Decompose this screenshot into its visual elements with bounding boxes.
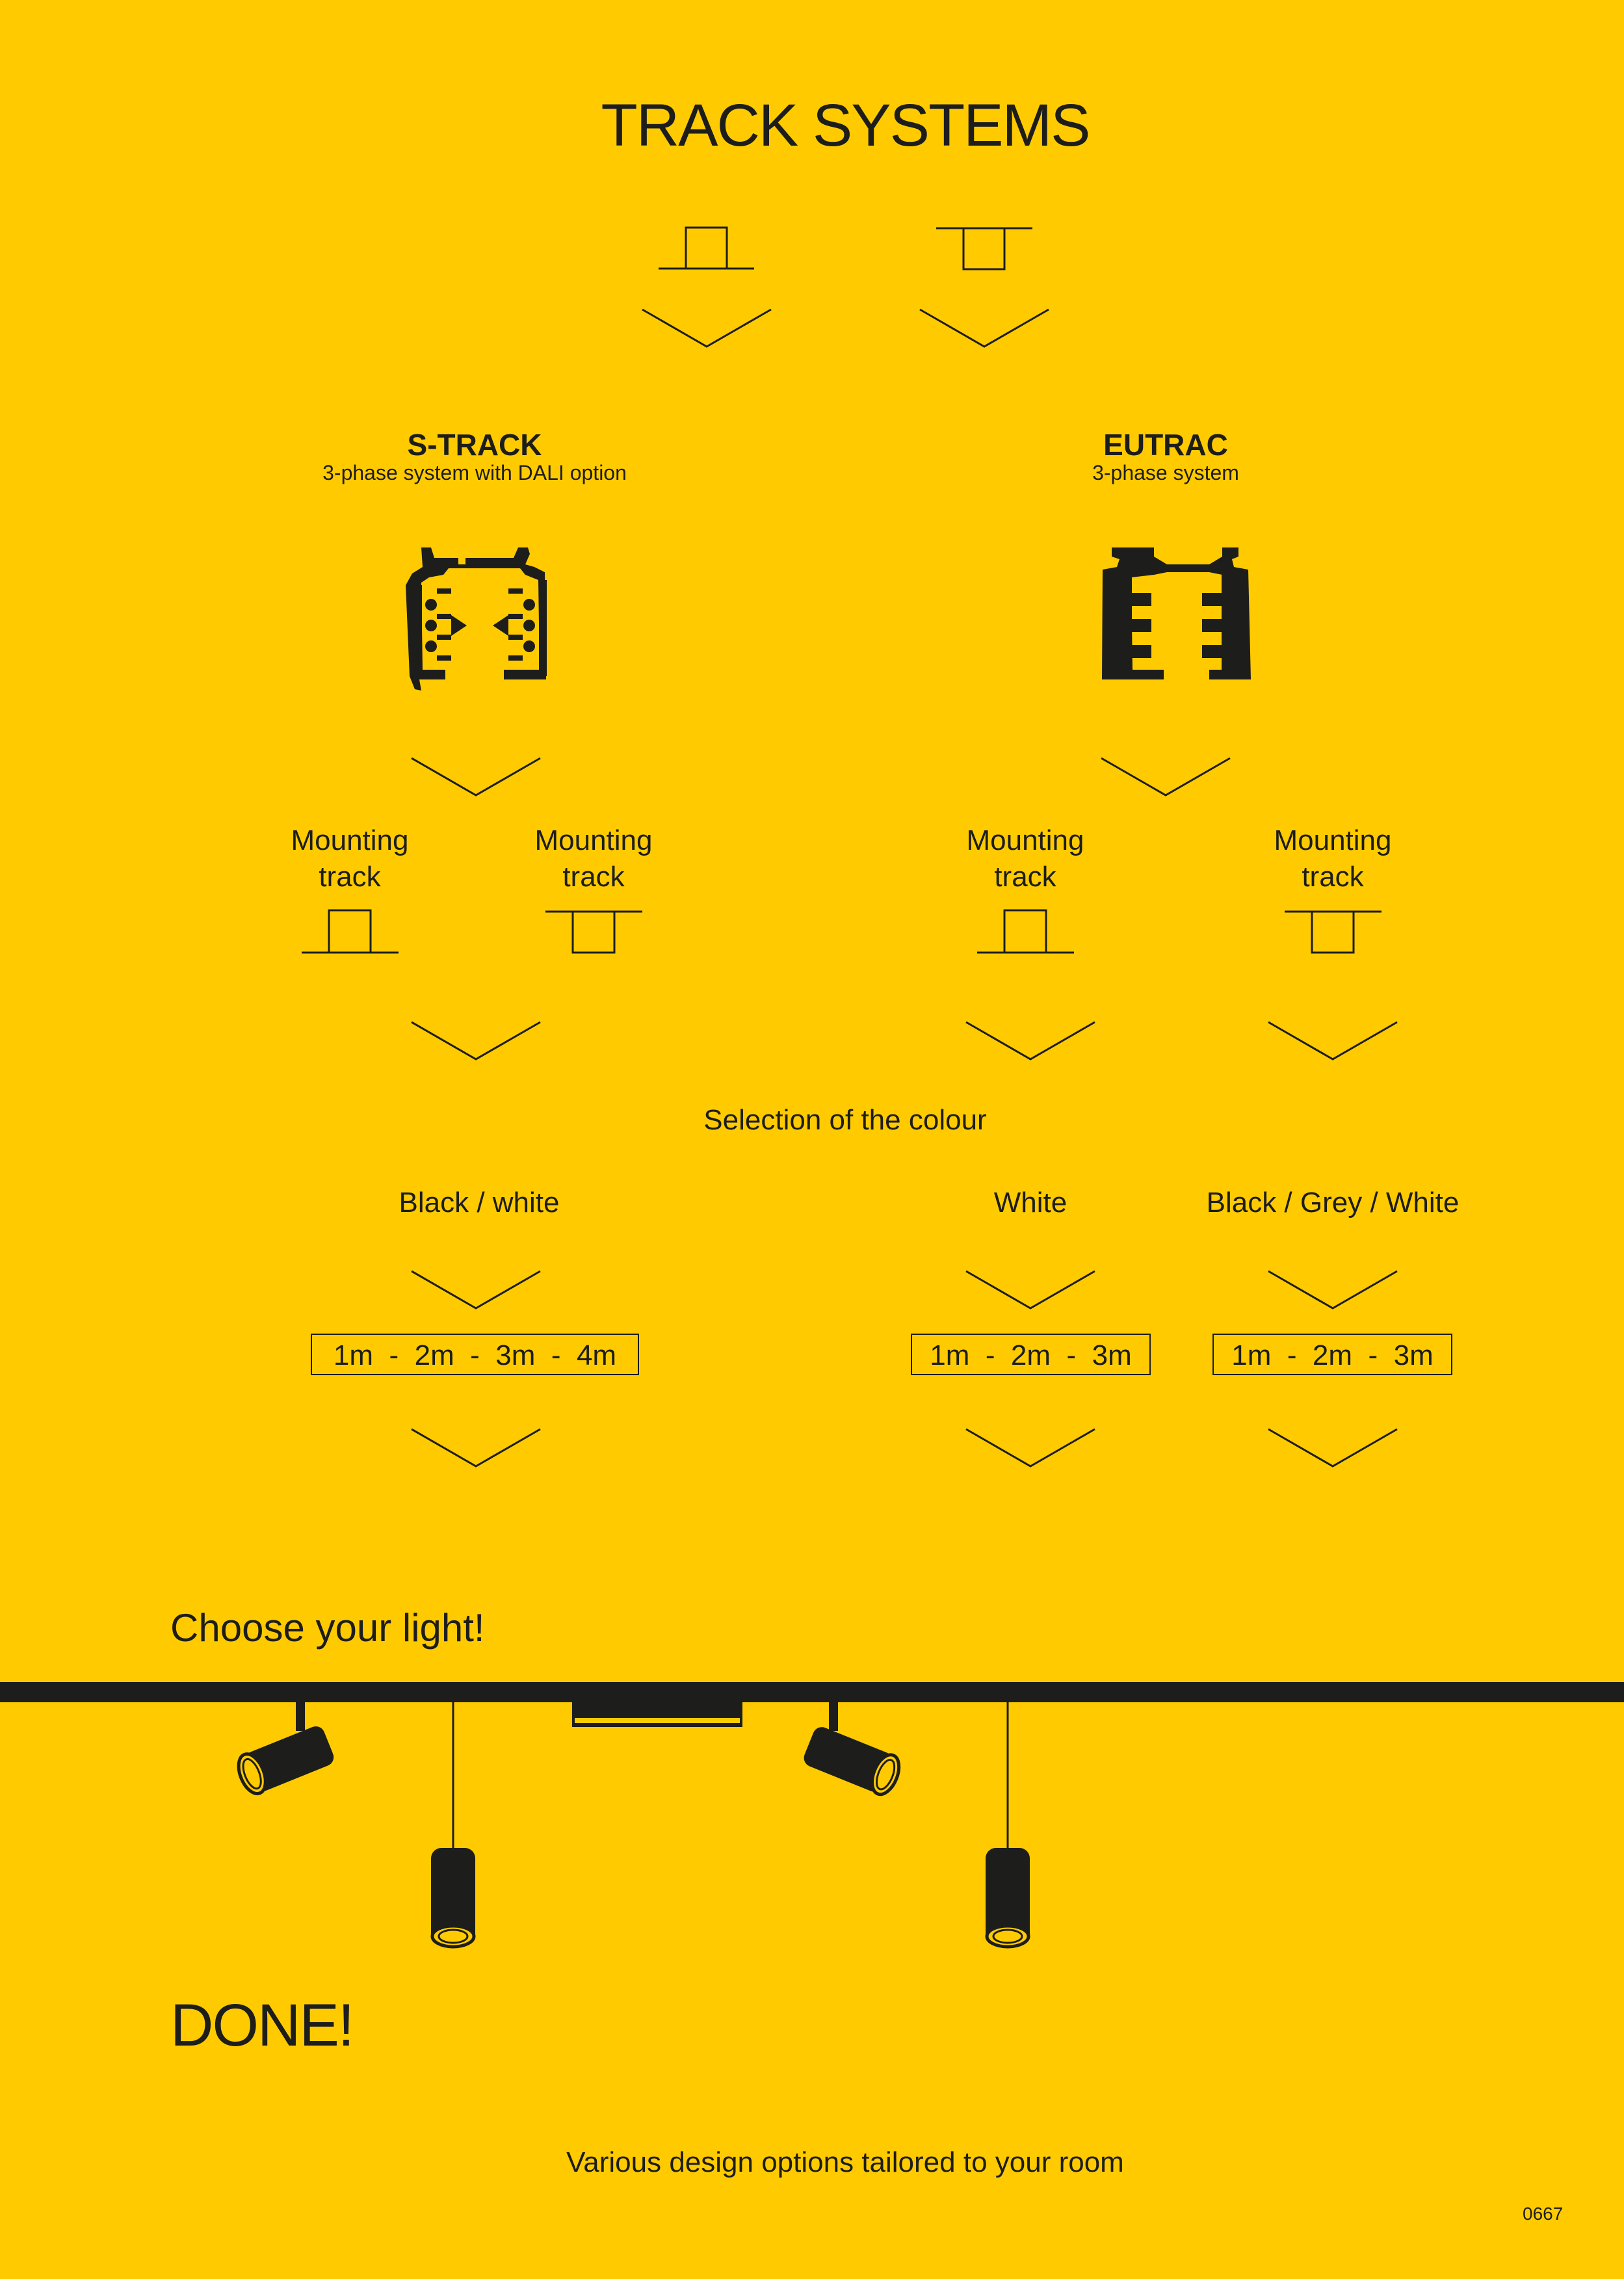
chevron-down-icon (412, 1271, 540, 1308)
chevron-down-icon (1268, 1429, 1397, 1466)
chevron-down-icon (1268, 1271, 1397, 1308)
mounting-label: Mounting track (291, 824, 409, 893)
chevron-down-icon (966, 1022, 1095, 1059)
recessed-track-icon (977, 910, 1074, 953)
chevron-down-icon (1268, 1022, 1397, 1059)
surface-track-icon (1285, 912, 1382, 953)
page-title: TRACK SYSTEMS (601, 92, 1090, 159)
colour-heading: Selection of the colour (703, 1104, 987, 1136)
done-heading: DONE! (170, 1992, 354, 2059)
length-options: 1m - 2m - 3m (1212, 1334, 1452, 1375)
eutrac-subtitle: 3-phase system (1092, 461, 1239, 484)
recessed-track-icon (659, 228, 754, 269)
chevron-down-icon (966, 1429, 1095, 1466)
chevron-down-icon (412, 1429, 540, 1466)
s-track-profile-icon (406, 547, 547, 691)
chevron-down-icon (1101, 758, 1230, 795)
track-spotlight-icon (233, 1702, 336, 1797)
colour-option: Black / Grey / White (1206, 1187, 1460, 1219)
pendant-light-icon (986, 1702, 1030, 1947)
surface-track-icon (936, 228, 1032, 269)
track-spotlight-icon (801, 1702, 904, 1798)
track-rail (0, 1682, 1624, 1702)
linear-light-icon (572, 1702, 742, 1727)
choose-light-heading: Choose your light! (170, 1606, 485, 1650)
s-track-name: S-TRACK (407, 428, 542, 462)
page-code: 0667 (1523, 2204, 1564, 2224)
eutrac-profile-icon (1102, 547, 1251, 679)
mounting-label: Mounting track (1274, 824, 1392, 893)
length-options: 1m - 2m - 3m (911, 1334, 1151, 1375)
recessed-track-icon (302, 910, 399, 953)
mounting-label: Mounting track (966, 824, 1084, 893)
surface-track-icon (545, 912, 642, 953)
mounting-label: Mounting track (534, 824, 653, 893)
length-options: 1m - 2m - 3m - 4m (311, 1334, 639, 1375)
pendant-light-icon (431, 1702, 475, 1947)
chevron-down-icon (412, 758, 540, 795)
footer-tagline: Various design options tailored to your room (566, 2146, 1124, 2178)
chevron-down-icon (642, 310, 771, 347)
s-track-subtitle: 3-phase system with DALI option (322, 461, 627, 484)
chevron-down-icon (920, 310, 1049, 347)
chevron-down-icon (966, 1271, 1095, 1308)
colour-option: White (993, 1187, 1067, 1219)
chevron-down-icon (412, 1022, 540, 1059)
eutrac-name: EUTRAC (1103, 428, 1228, 462)
colour-option: Black / white (399, 1187, 560, 1219)
